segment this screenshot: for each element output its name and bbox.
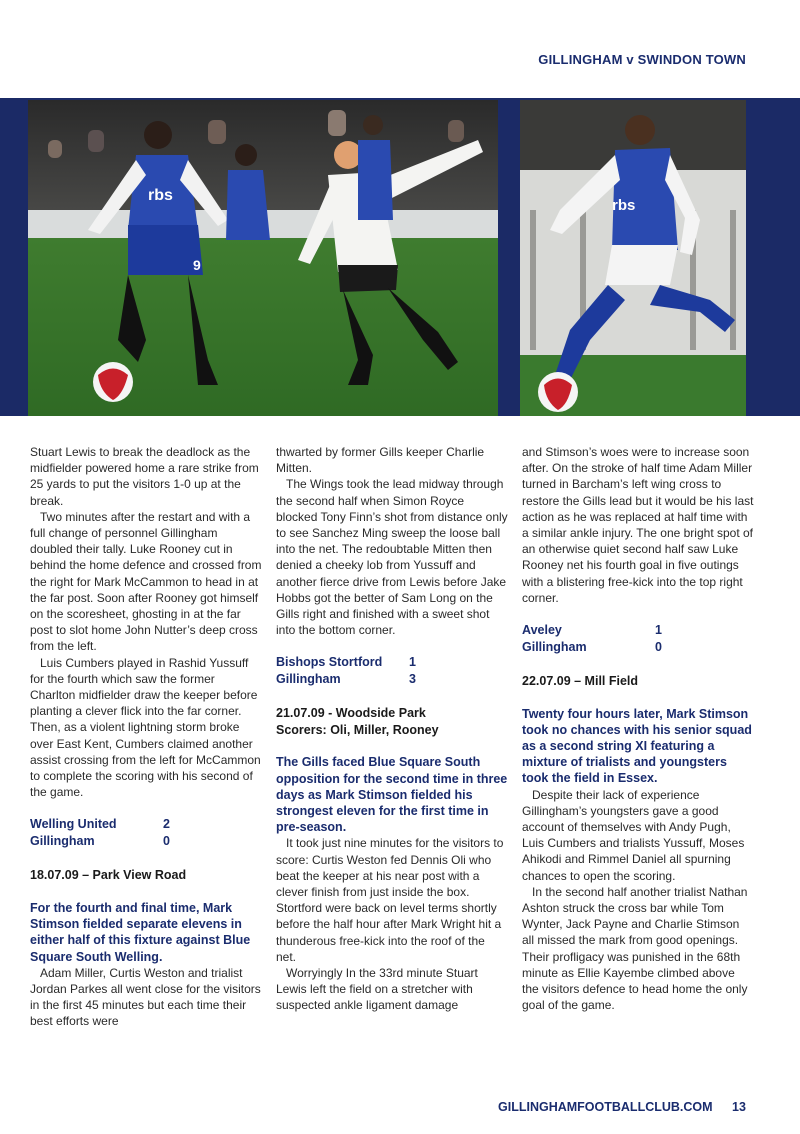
- team-score: 1: [409, 655, 416, 670]
- paragraph: Despite their lack of experience Gillingham’s youngsters gave a good account of themselves with Andy Pugh, Luis Cumbers and trialists Yussuff, Moses Ahikodi and Rimmel Daniel all spurning chances to open the scoring.: [522, 787, 745, 883]
- paragraph: Stuart Lewis to break the deadlock as the midfielder powered home a rare strike from 25 yards to put the visitors 1-0 up at the break.: [30, 445, 259, 508]
- fixture-heading: 18.07.09 – Park View Road: [30, 868, 187, 883]
- team-name: Welling United: [30, 817, 117, 832]
- result-row: [276, 654, 416, 671]
- team-name: Gillingham: [30, 833, 95, 848]
- team-score: 1: [655, 623, 662, 638]
- result-row: [522, 639, 662, 656]
- footer-website: GILLINGHAMFOOTBALLCLUB.COM: [498, 1100, 713, 1114]
- result-box: [30, 816, 262, 849]
- result-box: [522, 622, 754, 655]
- team-name: Gillingham: [522, 639, 587, 654]
- paragraph: In the second half another trialist Nathan Ashton struck the cross bar while Tom Wynter, Jack Payne and Charlie Stimson all missed the mark from good openings. Their profligacy was punished in the 68th minute as Ellie Kayembe climbed above the visitors defence to head home the only goal of the game.: [522, 884, 748, 1013]
- team-score: 0: [163, 833, 170, 848]
- paragraph: and Stimson’s woes were to increase soon after. On the stroke of half time Adam Miller turned in Barcham’s left wing cross to restore the Gills lead but it would be his last action as he was replaced at half time with a similar ankle injury. The one bright spot of an otherwise quiet second half saw Luke Rooney net his fourth goal in five outings with a blistering free-kick into the top right corner.: [522, 445, 754, 605]
- result-row: [522, 622, 662, 639]
- paragraph: Adam Miller, Curtis Weston and trialist Jordan Parkes all went close for the visitors in the first 45 minutes but each time their best efforts were: [30, 965, 261, 1029]
- article-column-1: [30, 444, 262, 1030]
- paragraph: It took just nine minutes for the visitors to score: Curtis Weston fed Dennis Oli who beat the keeper at his near post with a clever finish from just inside the box. Stortford were back on level terms shortly before the half hour after Mark Wright hit a thunderous free-kick into the roof of the net.: [276, 836, 504, 964]
- team-score: 0: [655, 639, 662, 654]
- lead-paragraph: Twenty four hours later, Mark Stimson took no chances with his senior squad as a second string XI featuring a mixture of trialists and youngsters took the field in Essex.: [522, 706, 752, 786]
- team-name: Aveley: [522, 623, 562, 638]
- kit-text-rbs: rbs: [148, 187, 173, 204]
- team-score: 3: [409, 671, 416, 686]
- header-title: GILLINGHAM v SWINDON TOWN: [538, 52, 746, 67]
- result-box: [276, 654, 508, 687]
- match-photo-left-image: [28, 100, 498, 416]
- result-row: [30, 816, 170, 833]
- article-column-3: [522, 444, 754, 1013]
- fixture-date-venue: 21.07.09 - Woodside Park: [276, 706, 426, 721]
- team-name: Gillingham: [276, 671, 341, 686]
- team-score: 2: [163, 817, 170, 832]
- kit-text-rbs-right: rbs: [612, 197, 636, 214]
- paragraph: The Wings took the lead midway through the second half when Simon Royce blocked Tony Finn’s shot from distance only to see Sanchez Ming sweep the loose ball into the net. The redoubtable Mitten then denied a cheeky lob from Yussuff and another fierce drive from Lewis before Jake Hobbs got the better of Sam Long on the Gills right and finished with a sweet shot into the bottom corner.: [276, 477, 508, 638]
- paragraph: Worryingly In the 33rd minute Stuart Lewis left the field on a stretcher with suspected ankle ligament damage: [276, 966, 478, 1013]
- result-row: [30, 833, 170, 850]
- fixture-scorers: Scorers: Oli, Miller, Rooney: [276, 722, 439, 737]
- lead-paragraph: For the fourth and final time, Mark Stimson fielded separate elevens in either half of this fixture against Blue Square South Welling.: [30, 900, 251, 964]
- fixture-heading: 22.07.09 – Mill Field: [522, 674, 639, 689]
- match-photo-left: [28, 100, 498, 416]
- lead-paragraph: The Gills faced Blue Square South opposition for the second time in three days as Mark Stimson fielded his strongest eleven for the first time in pre-season.: [276, 755, 508, 835]
- page-header: [0, 0, 800, 98]
- page-number: 13: [732, 1100, 746, 1114]
- match-photo-right-image: [520, 100, 746, 416]
- fixture-heading: [276, 705, 508, 738]
- kit-text-number: 9: [193, 257, 201, 273]
- paragraph: thwarted by former Gills keeper Charlie Mitten.: [276, 445, 485, 476]
- match-photo-right: [520, 100, 746, 416]
- paragraph: Two minutes after the restart and with a full change of personnel Gillingham doubled their tally. Luke Rooney cut in behind the home defence and crossed from the right for Mark McCammon to head in at the far post. Soon after Rooney got himself on the scoresheet, ghosting in at the far post to slot home John Nutter’s deep cross from the left.: [30, 509, 262, 654]
- result-row: [276, 671, 416, 688]
- article-column-2: [276, 444, 508, 1014]
- team-name: Bishops Stortford: [276, 655, 383, 670]
- paragraph: Luis Cumbers played in Rashid Yussuff for the fourth which saw the former Charlton midfielder draw the keeper before planting a clever flick into the far corner. Then, as a violent lightning storm broke over East Kent, Cumbers claimed another assist crossing from the left for McCammon to complete the scoring with his second of the game.: [30, 655, 261, 800]
